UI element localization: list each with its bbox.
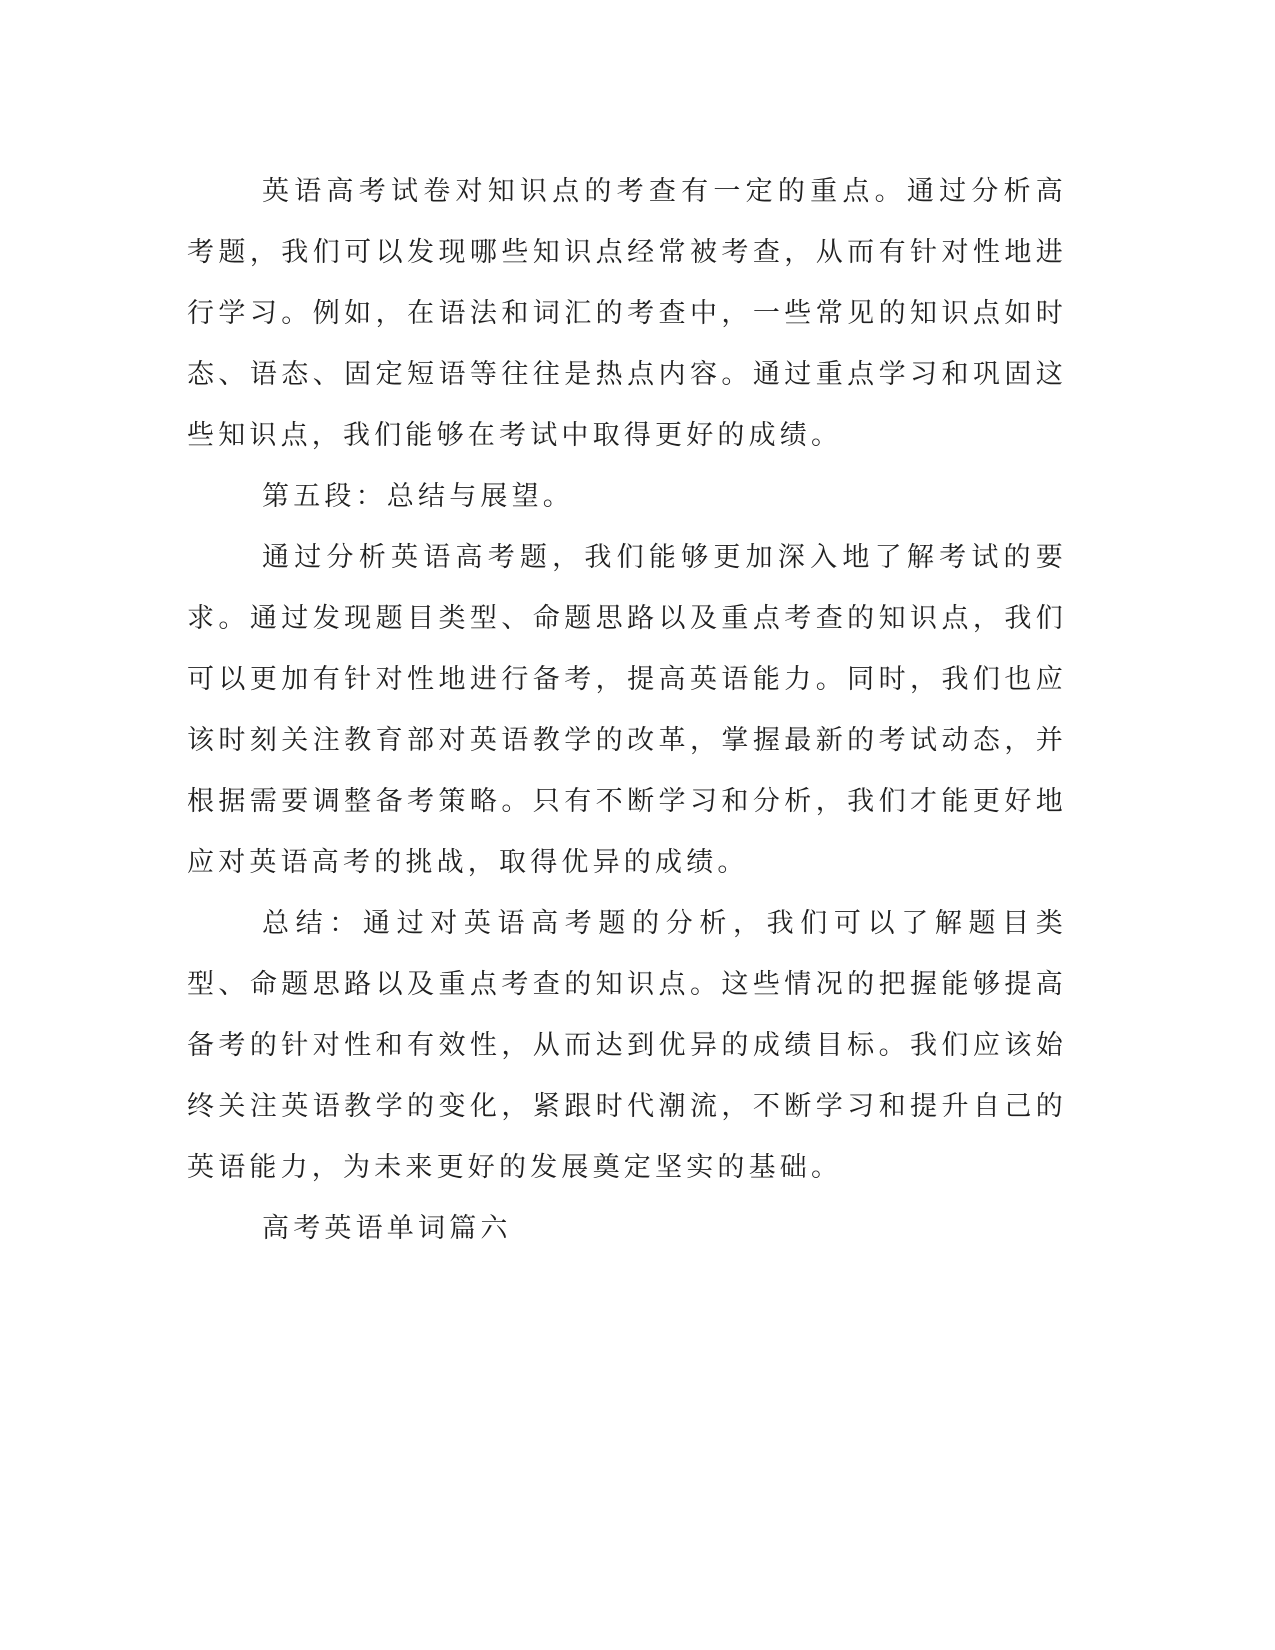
section-heading-vocabulary-six: 高考英语单词篇六 [262, 1213, 512, 1244]
paragraph-summary: 总结：通过对英语高考题的分析，我们可以了解题目类型、命题思路以及重点考查的知识点。这些情况的把握能够提高备考的针对性和有效性，从而达到优异的成绩目标。我们应该始终关注英语教学的变化，紧跟时代潮流，不断学习和提升自己的英语能力，为未来更好的发展奠定坚实的基础。 [187, 908, 1067, 1183]
paragraph-outlook: 通过分析英语高考题，我们能够更加深入地了解考试的要求。通过发现题目类型、命题思路以及重点考查的知识点，我们可以更加有针对性地进行备考，提高英语能力。同时，我们也应该时刻关注教育部对英语教学的改革，掌握最新的考试动态，并根据需要调整备考策略。只有不断学习和分析，我们才能更好地应对英语高考的挑战，取得优异的成绩。 [187, 542, 1067, 878]
document-body [187, 161, 1067, 1259]
paragraph-key-points: 英语高考试卷对知识点的考查有一定的重点。通过分析高考题，我们可以发现哪些知识点经常被考查，从而有针对性地进行学习。例如，在语法和词汇的考查中，一些常见的知识点如时态、语态、固定短语等往往是热点内容。通过重点学习和巩固这些知识点，我们能够在考试中取得更好的成绩。 [187, 176, 1067, 451]
section-heading-part-five: 第五段：总结与展望。 [262, 481, 574, 512]
